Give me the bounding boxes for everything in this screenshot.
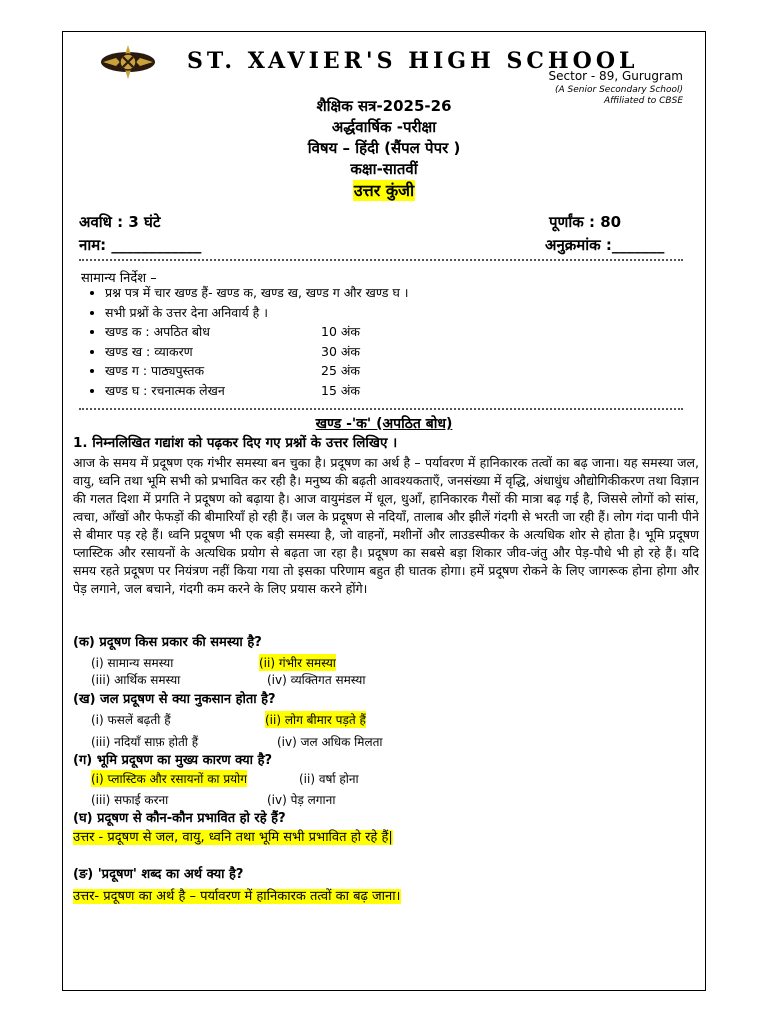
question-kha: (ख) जल प्रदूषण से क्या नुकसान होता है?	[73, 692, 276, 707]
option: (iv) जल अधिक मिलता	[277, 735, 383, 749]
option: (iii) नदियाँ साफ़ होती हैं	[91, 735, 199, 749]
option: (iv) व्यक्तिगत समस्या	[267, 673, 366, 687]
school-tagline: (A Senior Secondary School)	[555, 85, 683, 95]
instructions-title: सामान्य निर्देश –	[81, 271, 157, 286]
option: (iii) सफाई करना	[91, 793, 169, 807]
school-name: ST. XAVIER'S HIGH SCHOOL	[187, 48, 639, 74]
answer-key-title: उत्तर कुंजी	[353, 181, 415, 200]
question-nga: (ङ) 'प्रदूषण' शब्द का अर्थ क्या है?	[73, 867, 244, 882]
roll-number-field: अनुक्रमांक :_______	[545, 236, 665, 254]
option: (iii) आर्थिक समस्या	[91, 673, 181, 687]
option-correct: (i) प्लास्टिक और रसायनों का प्रयोग	[91, 772, 247, 786]
option: (i) सामान्य समस्या	[91, 656, 174, 670]
question-ka: (क) प्रदूषण किस प्रकार की समस्या है?	[73, 635, 262, 650]
section-marks-item: • खण्ड क : अपठित बोध 10 अंक	[105, 322, 409, 342]
instructions-list	[83, 283, 409, 400]
answer-nga: उत्तर- प्रदूषण का अर्थ है – पर्यावरण में हानिकारक तत्वों का बढ़ जाना।	[73, 889, 401, 904]
divider	[79, 408, 683, 410]
divider	[79, 259, 683, 261]
answer-gha: उत्तर - प्रदूषण से जल, वायु, ध्वनि तथा भूमि सभी प्रभावित हो रहे हैं|	[73, 830, 393, 845]
section-marks-item: • खण्ड ग : पाठ्यपुस्तक 25 अंक	[105, 361, 409, 381]
question-ga: (ग) भूमि प्रदूषण का मुख्य कारण क्या है?	[73, 753, 273, 768]
class-title: कक्षा-सातवीं	[350, 160, 418, 178]
school-affiliation: Affiliated to CBSE	[603, 96, 683, 106]
option: (ii) वर्षा होना	[299, 772, 359, 786]
duration: अवधि : 3 घंटे	[79, 213, 161, 231]
school-logo-icon	[99, 43, 157, 81]
school-sector: Sector - 89, Gurugram	[548, 69, 683, 83]
subject-title: विषय – हिंदी (सैंपल पेपर )	[307, 139, 461, 157]
instruction-item: • प्रश्न पत्र में चार खण्ड हैं- खण्ड क, खण्ड ख, खण्ड ग और खण्ड घ ।	[105, 283, 409, 303]
passage: आज के समय में प्रदूषण एक गंभीर समस्या बन चुका है। प्रदूषण का अर्थ है – पर्यावरण में हानिकारक तत्वों का बढ़ जाना। यह समस्या जल, वायु, ध्वनि तथा भूमि सभी को प्रभावित कर रही है। मनुष्य की बढ़ती आवश्यकताएँ, जनसंख्या में वृद्धि, अंधाधुंध औद्योगिकीकरण तथा विज्ञान की गलत दिशा में प्रगति ने प्रदूषण को बढ़ाया है। आज वायुमंडल में धूल, धुआँ, हानिकारक गैसों की मात्रा बढ़ गई है, जिससे लोगों को सांस, त्वचा, आँखों और फेफड़ों की बीमारियाँ हो रही हैं। जल के प्रदूषण से नदियाँ, तालाब और झीलें गंदगी से भरती जा रही हैं। लोग गंदा पानी पीने से बीमार पड़ रहे हैं। ध्वनि प्रदूषण भी एक बड़ी समस्या है, जो वाहनों, मशीनों और लाउडस्पीकर के अत्यधिक शोर से होता है। भूमि प्रदूषण प्लास्टिक और रसायनों के अत्यधिक प्रयोग से बढ़ता जा रहा है। प्रदूषण का सबसे बड़ा शिकार जीव-जंतु और पेड़-पौधे भी हो रहे हैं। यदि समय रहते प्रदूषण पर नियंत्रण नहीं किया गया तो इसका परिणाम बहुत ही घातक होगा। हमें प्रदूषण रोकने के लिए जागरूक होना होगा और पेड़ लगाने, जल बचाने, गंदगी कम करने के लिए प्रयास करने होंगे।	[73, 455, 699, 596]
option: (iv) पेड़ लगाना	[267, 793, 336, 807]
section-marks-item: • खण्ड ख : व्याकरण 30 अंक	[105, 342, 409, 362]
exam-title: अर्द्धवार्षिक -परीक्षा	[331, 118, 437, 136]
student-name-field: नाम: ____________	[79, 236, 202, 254]
option: (i) फसलें बढ़ती हैं	[91, 713, 171, 727]
option-correct: (ii) गंभीर समस्या	[259, 656, 336, 670]
section-marks-item: • खण्ड घ : रचनात्मक लेखन 15 अंक	[105, 381, 409, 401]
instruction-item: • सभी प्रश्नों के उत्तर देना अनिवार्य है ।	[105, 303, 409, 323]
question-gha: (घ) प्रदूषण से कौन-कौन प्रभावित हो रहे हैं?	[73, 811, 286, 826]
option-correct: (ii) लोग बीमार पड़ते हैं	[265, 713, 366, 727]
max-marks: पूर्णांक : 80	[549, 213, 622, 231]
session-title: शैक्षिक सत्र-2025-26	[316, 97, 452, 115]
section-a-title: खण्ड -'क' (अपठित बोध)	[315, 416, 453, 432]
question-1: 1. निम्नलिखित गद्यांश को पढ़कर दिए गए प्रश्नों के उत्तर लिखिए ।	[73, 435, 398, 451]
exam-titles	[63, 96, 705, 202]
exam-page	[62, 31, 706, 991]
